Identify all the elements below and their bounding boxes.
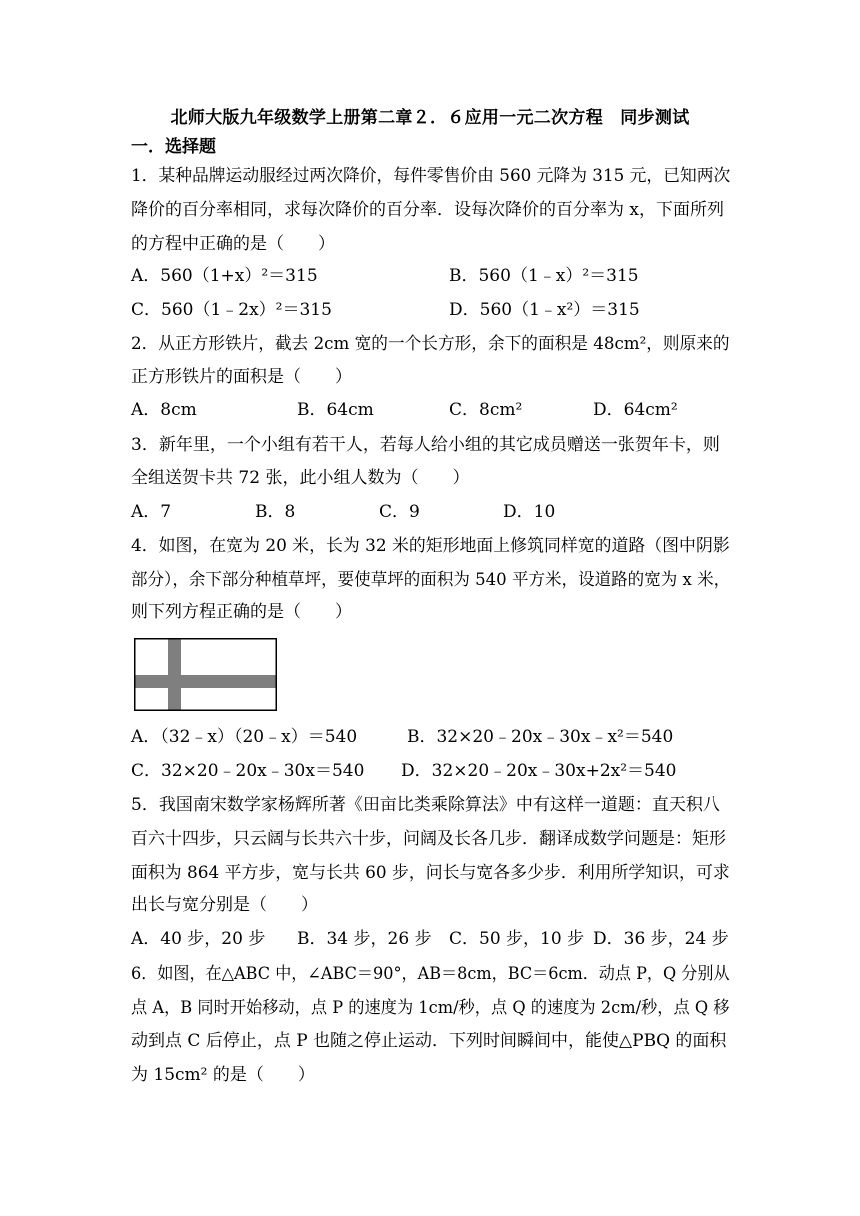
q1-option-d: D．560（1﹣x²）＝315 <box>449 300 640 320</box>
q3-line-2: 全组送贺卡共 72 张，此小组人数为（ ） <box>131 468 470 488</box>
q2-option-a: A．8cm <box>131 400 197 420</box>
q5-line-2: 百六十四步，只云阔与长共六十步，问阔及长各几步．翻译成数学问题是：矩形 <box>131 829 726 849</box>
q5-option-a: A．40 步，20 步 <box>131 929 266 949</box>
q6-line-3: 动到点 C 后停止，点 P 也随之停止运动．下列时间瞬间中，能使△PBQ 的面积 <box>131 1031 727 1051</box>
q1-option-b: B．560（1﹣x）²＝315 <box>449 266 639 286</box>
document-title: 北师大版九年级数学上册第二章２．６应用一元二次方程 同步测试 <box>170 108 690 128</box>
q2-line-2: 正方形铁片的面积是（ ） <box>131 367 352 387</box>
q1-option-a: A．560（1+x）²＝315 <box>131 266 318 286</box>
horizontal-road <box>135 675 276 688</box>
q6-line-2: 点 A，B 同时开始移动，点 P 的速度为 1cm/秒，点 Q 的速度为 2cm/秒，点 Q 移 <box>131 998 730 1018</box>
q5-option-b: B．34 步，26 步 <box>297 929 432 949</box>
q6-line-4: 为 15cm² 的是（ ） <box>131 1065 315 1085</box>
section-heading: 一．选择题 <box>131 137 216 157</box>
q1-line-3: 的方程中正确的是（ ） <box>131 234 335 254</box>
q2-option-b: B．64cm <box>297 400 374 420</box>
q4-option-c: C．32×20﹣20x﹣30x＝540 <box>131 761 365 781</box>
q5-option-d: D．36 步，24 步 <box>593 929 729 949</box>
q3-option-d: D．10 <box>503 502 556 522</box>
q5-line-4: 出长与宽分别是（ ） <box>131 895 318 915</box>
q1-line-1: 1．某种品牌运动服经过两次降价，每件零售价由 560 元降为 315 元，已知两次 <box>131 166 731 186</box>
q4-line-3: 则下列方程正确的是（ ） <box>131 602 352 622</box>
q2-line-1: 2．从正方形铁片，截去 2cm 宽的一个长方形，余下的面积是 48cm²，则原来的 <box>131 334 730 354</box>
q1-option-c: C．560（1﹣2x）²＝315 <box>131 300 332 320</box>
q1-line-2: 降价的百分率相同，求每次降价的百分率．设每次降价的百分率为 x，下面所列 <box>131 200 724 220</box>
q6-line-1: 6．如图，在△ABC 中，∠ABC＝90°，AB＝8cm，BC＝6cm．动点 P，Q 分别从 <box>131 964 730 984</box>
q4-option-d: D．32×20﹣20x﹣30x+2x²＝540 <box>401 761 677 781</box>
q4-option-a: A．（32﹣x）（20﹣x）＝540 <box>131 727 358 747</box>
vertical-road <box>168 639 181 710</box>
q5-line-3: 面积为 864 平方步，宽与长共 60 步，问长与宽各多少步．利用所学知识，可求 <box>131 863 730 883</box>
q3-option-c: C．9 <box>379 502 420 522</box>
road-diagram <box>134 638 277 711</box>
q4-option-b: B．32×20﹣20x﹣30x﹣x²＝540 <box>407 727 674 747</box>
field-rectangle <box>135 639 277 711</box>
q4-line-2: 部分），余下部分种植草坪，要使草坪的面积为 540 平方米，设道路的宽为 x 米， <box>131 570 731 590</box>
q5-option-c: C．50 步，10 步 <box>449 929 585 949</box>
q2-option-d: D．64cm² <box>593 400 678 420</box>
q3-option-b: B．8 <box>255 502 296 522</box>
q2-option-c: C．8cm² <box>449 400 523 420</box>
q3-line-1: 3．新年里，一个小组有若干人，若每人给小组的其它成员赠送一张贺年卡，则 <box>131 435 720 455</box>
q5-line-1: 5．我国南宋数学家杨辉所著《田亩比类乘除算法》中有这样一道题：直天积八 <box>131 795 720 815</box>
q3-option-a: A．7 <box>131 502 172 522</box>
q4-line-1: 4．如图，在宽为 20 米，长为 32 米的矩形地面上修筑同样宽的道路（图中阴影 <box>131 536 730 556</box>
